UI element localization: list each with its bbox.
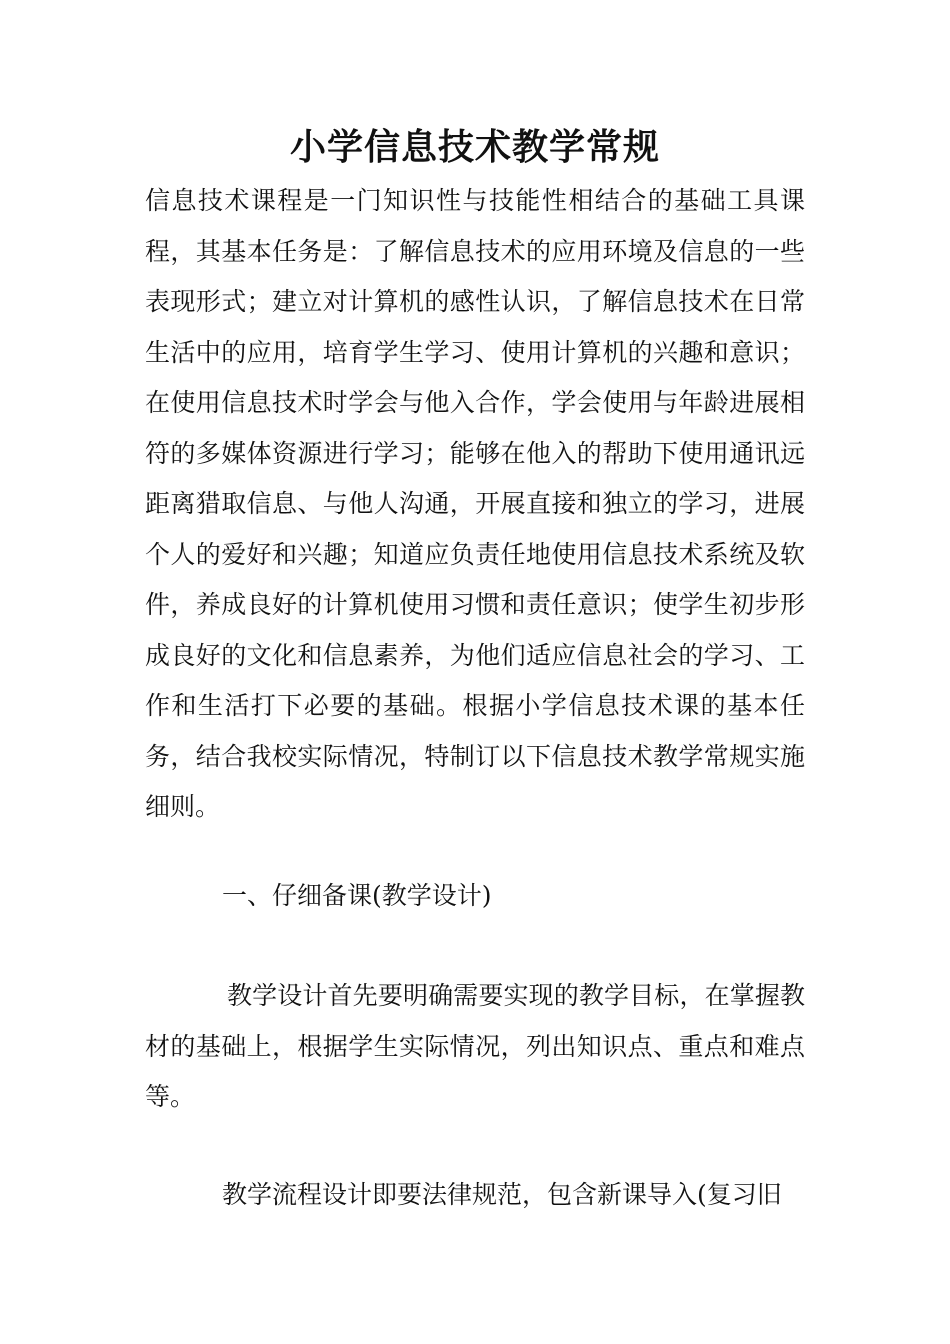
section-heading: 一、仔细备课(教学设计) <box>222 881 492 910</box>
flow-paragraph: 教学流程设计即要法律规范，包含新课导入(复习旧 <box>222 1180 782 1209</box>
document-title: 小学信息技术教学常规 <box>289 127 660 168</box>
intro-paragraph: 信息技术课程是一门知识性与技能性相结合的基础工具课程，其基本任务是：了解信息技术的应用环境及信息的一些表现形式；建立对计算机的感性认识，了解信息技术在日常生活中的应用，培育学生学习、使用计算机的兴趣和意识；在使用信息技术时学会与他入合作，学会使用与年龄进展相符的多媒体资源进行学习；能够在他入的帮助下使用通讯远距离猎取信息、与他人沟通，开展直接和独立的学习，进展个人的爱好和兴趣；知道应负责任地使用信息技术系统及软件，养成良好的计算机使用习惯和责任意识；使学生初步形成良好的文化和信息素养，为他们适应信息社会的学习、工作和生活打下必要的基础。根据小学信息技术课的基本任务，结合我校实际情况，特制订以下信息技术教学常规实施细则。 <box>145 186 805 821</box>
design-paragraph: 教学设计首先要明确需要实现的教学目标，在掌握教材的基础上，根据学生实际情况，列出知识点、重点和难点等。 <box>145 981 805 1111</box>
